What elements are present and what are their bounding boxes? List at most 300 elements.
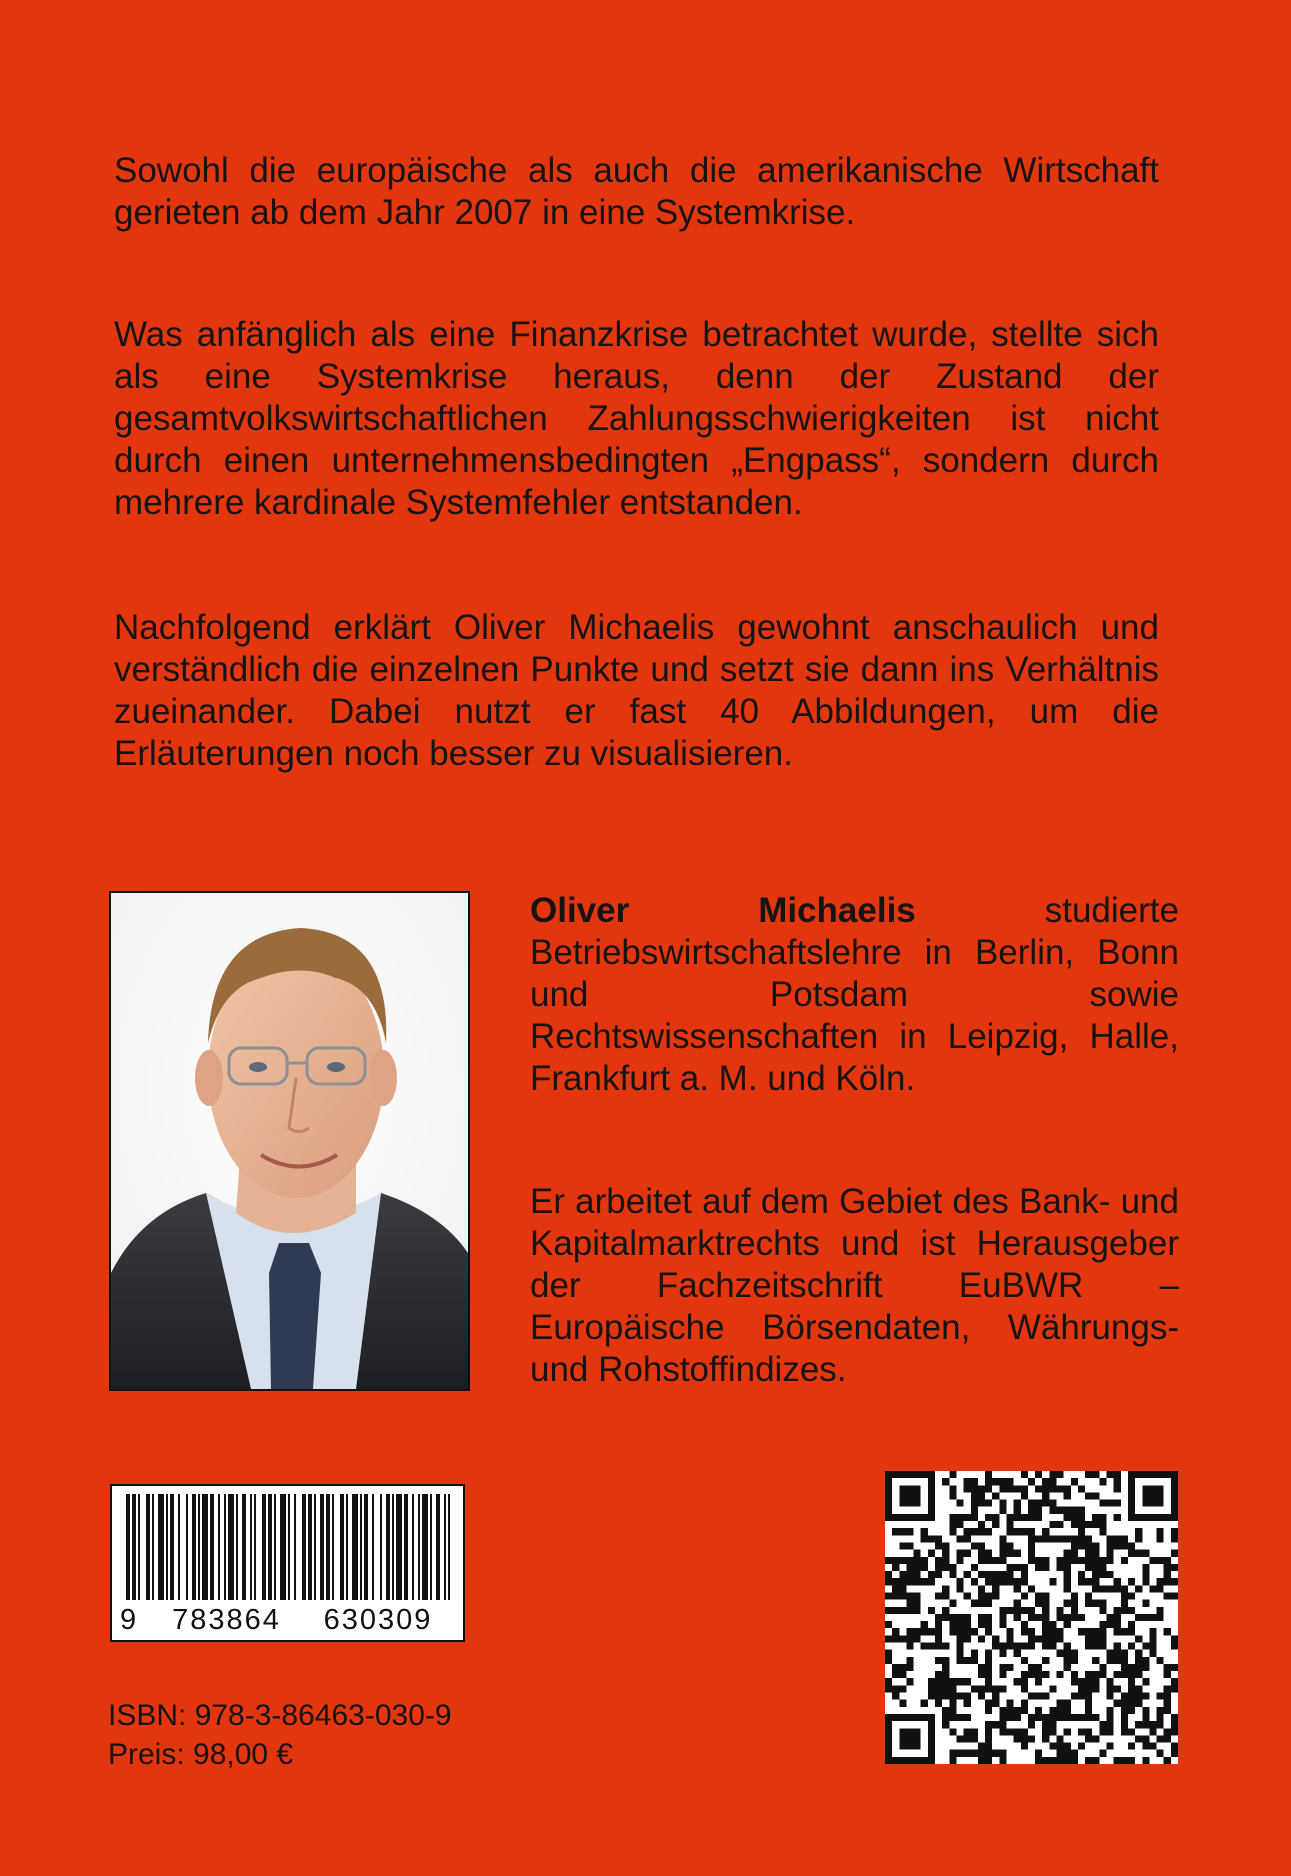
qr-module — [978, 1621, 985, 1628]
qr-module — [1099, 1521, 1106, 1528]
qr-module — [942, 1693, 949, 1700]
qr-module — [985, 1757, 992, 1764]
qr-finder-module — [906, 1514, 913, 1521]
qr-module — [1171, 1535, 1178, 1542]
qr-module — [1006, 1607, 1013, 1614]
qr-finder-module — [914, 1492, 921, 1499]
qr-module — [892, 1628, 899, 1635]
qr-module — [1107, 1621, 1114, 1628]
qr-module — [1014, 1485, 1021, 1492]
qr-finder-module — [928, 1478, 935, 1485]
qr-module — [956, 1535, 963, 1542]
qr-module — [906, 1578, 913, 1585]
qr-finder-module — [914, 1485, 921, 1492]
qr-module — [1149, 1743, 1156, 1750]
qr-module — [964, 1550, 971, 1557]
qr-finder-module — [885, 1500, 892, 1507]
qr-module — [899, 1607, 906, 1614]
qr-module — [999, 1671, 1006, 1678]
qr-module — [1021, 1621, 1028, 1628]
qr-module — [964, 1750, 971, 1757]
qr-module — [1014, 1650, 1021, 1657]
qr-module — [992, 1643, 999, 1650]
qr-module — [1099, 1643, 1106, 1650]
qr-module — [978, 1693, 985, 1700]
qr-module — [1035, 1707, 1042, 1714]
qr-module — [1035, 1471, 1042, 1478]
qr-module — [1164, 1707, 1171, 1714]
qr-finder-module — [1157, 1500, 1164, 1507]
qr-module — [1021, 1471, 1028, 1478]
qr-module — [1157, 1693, 1164, 1700]
qr-module — [992, 1514, 999, 1521]
barcode-bar — [126, 1494, 130, 1600]
barcode-bar — [146, 1494, 150, 1600]
qr-module — [1135, 1650, 1142, 1657]
qr-module — [1035, 1614, 1042, 1621]
qr-module — [971, 1528, 978, 1535]
qr-module — [1157, 1528, 1164, 1535]
qr-module — [985, 1628, 992, 1635]
qr-module — [1064, 1750, 1071, 1757]
qr-module — [1028, 1535, 1035, 1542]
barcode-bar — [326, 1494, 330, 1600]
qr-module — [978, 1600, 985, 1607]
qr-module — [1064, 1657, 1071, 1664]
qr-module — [1164, 1693, 1171, 1700]
qr-finder-module — [928, 1750, 935, 1757]
qr-module — [1107, 1728, 1114, 1735]
qr-module — [978, 1542, 985, 1549]
blurb-paragraph-1: Sowohl die europäische als auch die amerikanische Wirtschaft gerieten ab dem Jahr 2007 in eine Systemkrise. — [114, 151, 1159, 232]
qr-module — [1014, 1607, 1021, 1614]
qr-module — [978, 1550, 985, 1557]
barcode-digits — [120, 1604, 457, 1636]
qr-module — [1085, 1643, 1092, 1650]
qr-module — [906, 1678, 913, 1685]
qr-finder-module — [928, 1714, 935, 1721]
qr-module — [956, 1678, 963, 1685]
barcode-bar — [218, 1494, 220, 1600]
qr-module — [956, 1714, 963, 1721]
qr-module — [935, 1628, 942, 1635]
qr-module — [1099, 1478, 1106, 1485]
qr-module — [1171, 1743, 1178, 1750]
qr-module — [906, 1628, 913, 1635]
qr-module — [1028, 1550, 1035, 1557]
qr-module — [1128, 1621, 1135, 1628]
qr-finder-module — [928, 1514, 935, 1521]
qr-module — [1021, 1607, 1028, 1614]
qr-module — [1021, 1514, 1028, 1521]
qr-module — [1028, 1614, 1035, 1621]
qr-module — [992, 1521, 999, 1528]
qr-finder-module — [885, 1721, 892, 1728]
qr-module — [1006, 1528, 1013, 1535]
qr-module — [1099, 1664, 1106, 1671]
qr-module — [1142, 1550, 1149, 1557]
qr-finder-module — [928, 1485, 935, 1492]
qr-module — [1171, 1664, 1178, 1671]
qr-module — [1021, 1643, 1028, 1650]
qr-module — [1071, 1657, 1078, 1664]
qr-module — [1157, 1657, 1164, 1664]
qr-module — [921, 1528, 928, 1535]
qr-module — [992, 1571, 999, 1578]
qr-module — [1064, 1700, 1071, 1707]
qr-module — [1057, 1557, 1064, 1564]
qr-finder-module — [906, 1485, 913, 1492]
qr-finder-module — [1149, 1492, 1156, 1499]
qr-module — [956, 1614, 963, 1621]
qr-finder-module — [899, 1492, 906, 1499]
qr-module — [949, 1564, 956, 1571]
qr-finder-module — [892, 1471, 899, 1478]
qr-module — [1099, 1635, 1106, 1642]
qr-module — [1085, 1535, 1092, 1542]
barcode-bar — [268, 1494, 272, 1600]
qr-module — [1064, 1507, 1071, 1514]
qr-module — [1092, 1714, 1099, 1721]
qr-module — [1028, 1500, 1035, 1507]
qr-module — [906, 1643, 913, 1650]
blurb-paragraph-3: Nachfolgend erklärt Oliver Michaelis gewohnt anschaulich und verständlich die einzelnen Punkte und setzt sie dann ins Verhältnis zueinander. Dabei nutzt er fast 40 Abbildungen, um die Erläuterungen noch besser zu visualisieren. — [114, 608, 1159, 773]
qr-module — [964, 1485, 971, 1492]
qr-module — [1071, 1607, 1078, 1614]
qr-module — [1157, 1707, 1164, 1714]
qr-module — [1049, 1578, 1056, 1585]
qr-module — [1064, 1728, 1071, 1735]
barcode-bar — [294, 1494, 296, 1600]
qr-module — [1114, 1485, 1121, 1492]
qr-module — [1057, 1507, 1064, 1514]
qr-module — [999, 1621, 1006, 1628]
qr-module — [1021, 1700, 1028, 1707]
qr-module — [1028, 1507, 1035, 1514]
qr-module — [1049, 1507, 1056, 1514]
qr-module — [906, 1564, 913, 1571]
qr-module — [1164, 1571, 1171, 1578]
qr-module — [899, 1671, 906, 1678]
qr-module — [1114, 1607, 1121, 1614]
qr-module — [1064, 1707, 1071, 1714]
qr-module — [949, 1621, 956, 1628]
barcode-bar — [396, 1494, 402, 1600]
qr-module — [999, 1750, 1006, 1757]
qr-module — [1049, 1714, 1056, 1721]
qr-module — [1092, 1521, 1099, 1528]
qr-module — [1099, 1750, 1106, 1757]
barcode-bar — [380, 1494, 382, 1600]
qr-module — [942, 1714, 949, 1721]
qr-module — [1064, 1743, 1071, 1750]
qr-module — [935, 1542, 942, 1549]
qr-module — [906, 1571, 913, 1578]
qr-module — [1092, 1685, 1099, 1692]
qr-module — [1006, 1514, 1013, 1521]
qr-module — [1078, 1542, 1085, 1549]
qr-module — [971, 1728, 978, 1735]
qr-module — [899, 1592, 906, 1599]
qr-module — [949, 1714, 956, 1721]
qr-module — [1042, 1728, 1049, 1735]
qr-module — [949, 1614, 956, 1621]
qr-module — [999, 1550, 1006, 1557]
qr-module — [1092, 1557, 1099, 1564]
qr-module — [1142, 1693, 1149, 1700]
qr-module — [1057, 1735, 1064, 1742]
qr-finder-module — [885, 1735, 892, 1742]
qr-module — [1064, 1714, 1071, 1721]
qr-module — [985, 1728, 992, 1735]
qr-module — [906, 1635, 913, 1642]
qr-module — [1114, 1621, 1121, 1628]
qr-module — [956, 1500, 963, 1507]
qr-finder-module — [885, 1743, 892, 1750]
qr-module — [985, 1485, 992, 1492]
qr-module — [999, 1607, 1006, 1614]
qr-finder-module — [928, 1507, 935, 1514]
qr-module — [928, 1607, 935, 1614]
qr-module — [906, 1542, 913, 1549]
qr-module — [906, 1607, 913, 1614]
qr-module — [1057, 1757, 1064, 1764]
qr-module — [999, 1500, 1006, 1507]
qr-module — [985, 1578, 992, 1585]
qr-module — [964, 1478, 971, 1485]
qr-module — [892, 1671, 899, 1678]
qr-module — [1035, 1485, 1042, 1492]
qr-module — [935, 1685, 942, 1692]
qr-module — [999, 1535, 1006, 1542]
barcode-first-digit: 9 — [120, 1604, 137, 1636]
qr-module — [985, 1621, 992, 1628]
qr-module — [1064, 1564, 1071, 1571]
author-bio-1 — [530, 890, 1179, 1100]
qr-module — [1014, 1500, 1021, 1507]
qr-module — [1092, 1471, 1099, 1478]
qr-finder-module — [914, 1728, 921, 1735]
qr-module — [1006, 1578, 1013, 1585]
qr-module — [1049, 1635, 1056, 1642]
qr-module — [1085, 1635, 1092, 1642]
qr-module — [964, 1621, 971, 1628]
qr-module — [1157, 1535, 1164, 1542]
barcode-right-group: 630309 — [323, 1604, 433, 1636]
qr-finder-module — [899, 1471, 906, 1478]
qr-module — [1107, 1707, 1114, 1714]
qr-module — [978, 1528, 985, 1535]
barcode-left-group: 783864 — [172, 1604, 281, 1636]
qr-module — [1057, 1485, 1064, 1492]
qr-module — [1035, 1635, 1042, 1642]
qr-module — [949, 1600, 956, 1607]
qr-module — [1128, 1578, 1135, 1585]
qr-module — [1114, 1657, 1121, 1664]
qr-module — [885, 1650, 892, 1657]
qr-module — [1142, 1714, 1149, 1721]
qr-module — [1042, 1671, 1049, 1678]
qr-finder-module — [906, 1500, 913, 1507]
qr-module — [992, 1585, 999, 1592]
qr-finder-module — [1157, 1485, 1164, 1492]
qr-module — [928, 1535, 935, 1542]
barcode-bar — [202, 1494, 208, 1600]
qr-module — [942, 1550, 949, 1557]
qr-module — [1078, 1514, 1085, 1521]
qr-finder-module — [1171, 1478, 1178, 1485]
qr-module — [1006, 1571, 1013, 1578]
isbn-text: ISBN: 978-3-86463-030-9 — [108, 1699, 452, 1732]
qr-module — [1092, 1643, 1099, 1650]
qr-module — [1057, 1607, 1064, 1614]
qr-module — [1092, 1757, 1099, 1764]
qr-module — [1057, 1714, 1064, 1721]
qr-module — [935, 1557, 942, 1564]
qr-module — [1157, 1557, 1164, 1564]
qr-finder-module — [914, 1514, 921, 1521]
barcode-bar — [132, 1494, 136, 1600]
qr-module — [949, 1700, 956, 1707]
qr-module — [892, 1585, 899, 1592]
qr-finder-module — [1171, 1485, 1178, 1492]
qr-module — [956, 1628, 963, 1635]
qr-module — [1128, 1693, 1135, 1700]
barcode-bar — [170, 1494, 174, 1600]
qr-module — [1121, 1671, 1128, 1678]
qr-module — [978, 1485, 985, 1492]
qr-module — [885, 1571, 892, 1578]
qr-module — [985, 1664, 992, 1671]
barcode-bar — [404, 1494, 408, 1600]
qr-module — [1092, 1578, 1099, 1585]
qr-module — [985, 1735, 992, 1742]
qr-module — [985, 1478, 992, 1485]
qr-module — [1028, 1735, 1035, 1742]
qr-module — [1157, 1721, 1164, 1728]
qr-module — [1135, 1550, 1142, 1557]
qr-module — [1099, 1628, 1106, 1635]
qr-module — [1078, 1743, 1085, 1750]
qr-module — [1135, 1657, 1142, 1664]
qr-finder-module — [1142, 1492, 1149, 1499]
qr-module — [999, 1728, 1006, 1735]
qr-module — [1049, 1535, 1056, 1542]
qr-module — [949, 1728, 956, 1735]
qr-finder-module — [928, 1500, 935, 1507]
barcode-bar — [364, 1494, 368, 1600]
qr-module — [999, 1664, 1006, 1671]
qr-module — [956, 1635, 963, 1642]
qr-module — [1042, 1535, 1049, 1542]
qr-module — [1021, 1743, 1028, 1750]
qr-module — [1164, 1671, 1171, 1678]
qr-module — [1128, 1685, 1135, 1692]
qr-module — [1071, 1557, 1078, 1564]
qr-module — [1135, 1535, 1142, 1542]
qr-module — [971, 1507, 978, 1514]
qr-module — [956, 1621, 963, 1628]
qr-finder-module — [1149, 1471, 1156, 1478]
author-photo — [109, 891, 470, 1391]
qr-module — [1028, 1693, 1035, 1700]
qr-module — [914, 1564, 921, 1571]
qr-module — [885, 1592, 892, 1599]
qr-finder-module — [1128, 1471, 1135, 1478]
qr-module — [1078, 1571, 1085, 1578]
qr-finder-module — [899, 1500, 906, 1507]
qr-finder-module — [899, 1757, 906, 1764]
qr-module — [921, 1700, 928, 1707]
qr-module — [942, 1542, 949, 1549]
qr-module — [971, 1478, 978, 1485]
qr-module — [1164, 1664, 1171, 1671]
qr-module — [1006, 1714, 1013, 1721]
qr-module — [1114, 1628, 1121, 1635]
qr-module — [1114, 1643, 1121, 1650]
qr-module — [1064, 1664, 1071, 1671]
qr-finder-module — [906, 1757, 913, 1764]
qr-module — [935, 1700, 942, 1707]
qr-module — [1121, 1535, 1128, 1542]
qr-module — [892, 1592, 899, 1599]
qr-module — [1085, 1521, 1092, 1528]
qr-finder-module — [906, 1735, 913, 1742]
qr-finder-module — [885, 1757, 892, 1764]
qr-module — [956, 1585, 963, 1592]
qr-module — [914, 1628, 921, 1635]
qr-module — [1121, 1707, 1128, 1714]
qr-module — [985, 1592, 992, 1599]
qr-module — [985, 1707, 992, 1714]
qr-module — [1092, 1564, 1099, 1571]
qr-module — [1014, 1728, 1021, 1735]
barcode-bar — [224, 1494, 226, 1600]
qr-module — [949, 1707, 956, 1714]
barcode-bar — [274, 1494, 276, 1600]
barcode-bar — [198, 1494, 200, 1600]
qr-module — [942, 1607, 949, 1614]
qr-module — [1014, 1678, 1021, 1685]
qr-module — [1149, 1728, 1156, 1735]
qr-module — [978, 1592, 985, 1599]
qr-module — [942, 1557, 949, 1564]
qr-module — [1171, 1578, 1178, 1585]
qr-module — [949, 1528, 956, 1535]
qr-module — [1135, 1671, 1142, 1678]
qr-module — [1049, 1721, 1056, 1728]
qr-module — [1071, 1671, 1078, 1678]
qr-module — [1171, 1550, 1178, 1557]
barcode-bar — [178, 1494, 180, 1600]
qr-module — [1042, 1485, 1049, 1492]
qr-module — [1071, 1521, 1078, 1528]
qr-module — [1064, 1614, 1071, 1621]
qr-module — [921, 1621, 928, 1628]
qr-module — [949, 1757, 956, 1764]
qr-module — [1099, 1500, 1106, 1507]
qr-module — [1107, 1535, 1114, 1542]
qr-module — [1028, 1628, 1035, 1635]
qr-module — [1149, 1614, 1156, 1621]
barcode-bar — [242, 1494, 246, 1600]
qr-module — [956, 1550, 963, 1557]
qr-module — [1149, 1721, 1156, 1728]
qr-module — [1085, 1564, 1092, 1571]
qr-module — [935, 1571, 942, 1578]
qr-module — [999, 1707, 1006, 1714]
qr-module — [999, 1507, 1006, 1514]
